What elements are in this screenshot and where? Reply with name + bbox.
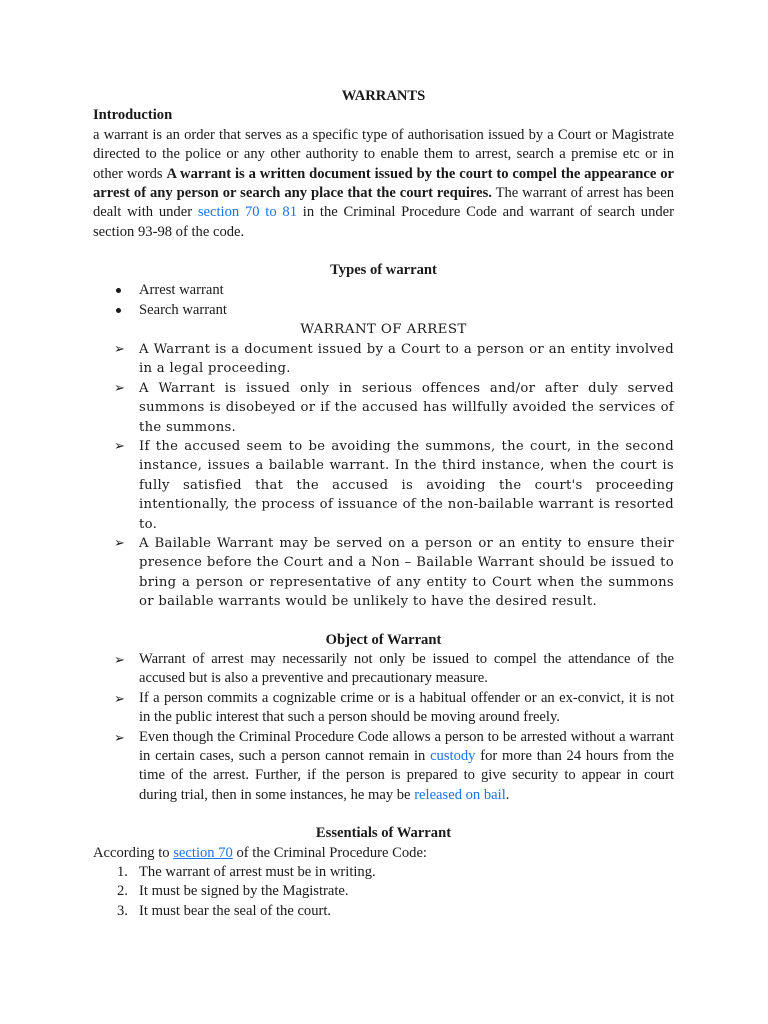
list-item-text: If a person commits a cognizable crime or is a habitual offender or an ex-convict, it is not in the public interest that such a person should be moving around freely. bbox=[139, 689, 674, 726]
section-70-link[interactable]: section 70 bbox=[173, 844, 233, 861]
list-item bbox=[93, 340, 674, 379]
list-item-text: It must be signed by the Magistrate. bbox=[139, 883, 349, 900]
list-item-text: Even though the Criminal Procedure Code allows a person to be arrested without a warrant in certain cases, such a person cannot remain in bbox=[139, 728, 674, 764]
document-title: WARRANTS bbox=[341, 88, 426, 104]
list-number: 1. bbox=[117, 864, 128, 881]
essentials-intro-text-end: of the Criminal Procedure Code: bbox=[232, 844, 427, 861]
bullet-icon bbox=[116, 308, 121, 313]
list-item-text: Warrant of arrest may necessarily not only be issued to compel the attendance of the accused but is also a preventive and precautionary measure. bbox=[139, 650, 674, 687]
list-item-text: Search warrant bbox=[139, 302, 227, 319]
list-item bbox=[93, 379, 674, 437]
arrow-bullet-icon: ➢ bbox=[114, 438, 126, 454]
section-70-81-link[interactable]: section 70 to 81 bbox=[197, 204, 298, 221]
list-item-text: for more than 24 hours from the time of the arrest. Further, if the person is prepared to give security to appear in court during trial, then in some instances, he may be bbox=[139, 748, 674, 803]
bullet-icon bbox=[116, 288, 121, 293]
arrest-list bbox=[93, 340, 674, 612]
list-item bbox=[93, 534, 674, 612]
essentials-heading: Essentials of Warrant bbox=[315, 825, 452, 842]
object-heading: Object of Warrant bbox=[325, 631, 442, 648]
released-on-bail-link[interactable]: released on bail bbox=[414, 786, 506, 803]
list-item bbox=[93, 301, 674, 320]
intro-text: a warrant is an order that serves as a specific type of authorisation issued by a Court or Magistrate directed to the police or any other authority to enable them to arrest, search a premise etc or in other words bbox=[93, 126, 674, 182]
list-item-text: It must bear the seal of the court. bbox=[139, 902, 332, 919]
types-list bbox=[93, 281, 674, 321]
introduction-paragraph bbox=[93, 126, 674, 242]
arrow-bullet-icon: ➢ bbox=[114, 729, 125, 745]
list-item bbox=[93, 650, 674, 689]
essentials-intro bbox=[93, 844, 674, 863]
list-item bbox=[93, 689, 674, 728]
list-item-text: A Warrant is a document issued by a Court to a person or an entity involved in a legal proceeding. bbox=[139, 341, 674, 377]
arrow-bullet-icon: ➢ bbox=[114, 535, 126, 551]
document-body bbox=[93, 87, 674, 921]
list-item-text: . bbox=[505, 786, 510, 803]
list-item bbox=[93, 882, 674, 901]
list-item-text: A Bailable Warrant may be served on a person or an entity to ensure their presence before the Court and a Non – Bailable Warrant should be issued to bring a person or representative of any entity to Court when the summons or bailable warrants would be unlikely to have the desired result. bbox=[139, 535, 674, 610]
arrow-bullet-icon: ➢ bbox=[114, 380, 126, 396]
essentials-list bbox=[93, 863, 674, 921]
list-item-text: If the accused seem to be avoiding the summons, the court, in the second instance, issues a bailable warrant. In the third instance, when the court is fully satisfied that the accused is avoiding the court's proceeding intentionally, the process of issuance of the non-bailable warrant is resorted to. bbox=[139, 438, 674, 532]
arrow-bullet-icon: ➢ bbox=[114, 651, 125, 667]
list-item-text: Arrest warrant bbox=[139, 281, 224, 298]
arrow-bullet-icon: ➢ bbox=[114, 341, 126, 357]
arrow-bullet-icon: ➢ bbox=[114, 690, 125, 706]
custody-link[interactable]: custody bbox=[430, 748, 476, 764]
introduction-heading: Introduction bbox=[93, 107, 173, 124]
arrest-heading: WARRANT OF ARREST bbox=[300, 322, 467, 338]
list-item bbox=[93, 728, 674, 806]
list-item bbox=[93, 281, 674, 300]
intro-bold-definition: A warrant is a written document issued by the court to compel the appearance or arrest of any person or search any place that the court requires. bbox=[93, 165, 674, 202]
intro-text-end: in the Criminal Procedure Code and warrant of search under section 93-98 of the code. bbox=[93, 204, 675, 240]
essentials-intro-text: According to bbox=[93, 844, 174, 861]
list-item bbox=[93, 902, 674, 921]
list-number: 3. bbox=[117, 902, 128, 919]
object-list bbox=[93, 650, 674, 805]
list-number: 2. bbox=[117, 883, 128, 900]
types-heading: Types of warrant bbox=[330, 262, 437, 279]
list-item-text: A Warrant is issued only in serious offences and/or after duly served summons is disobeyed or if the accused has willfully avoided the services of the summons. bbox=[139, 380, 674, 435]
intro-text-after: The warrant of arrest has been dealt with under bbox=[93, 185, 674, 221]
list-item bbox=[93, 863, 674, 882]
list-item-text: The warrant of arrest must be in writing. bbox=[139, 864, 376, 881]
list-item bbox=[93, 437, 674, 534]
